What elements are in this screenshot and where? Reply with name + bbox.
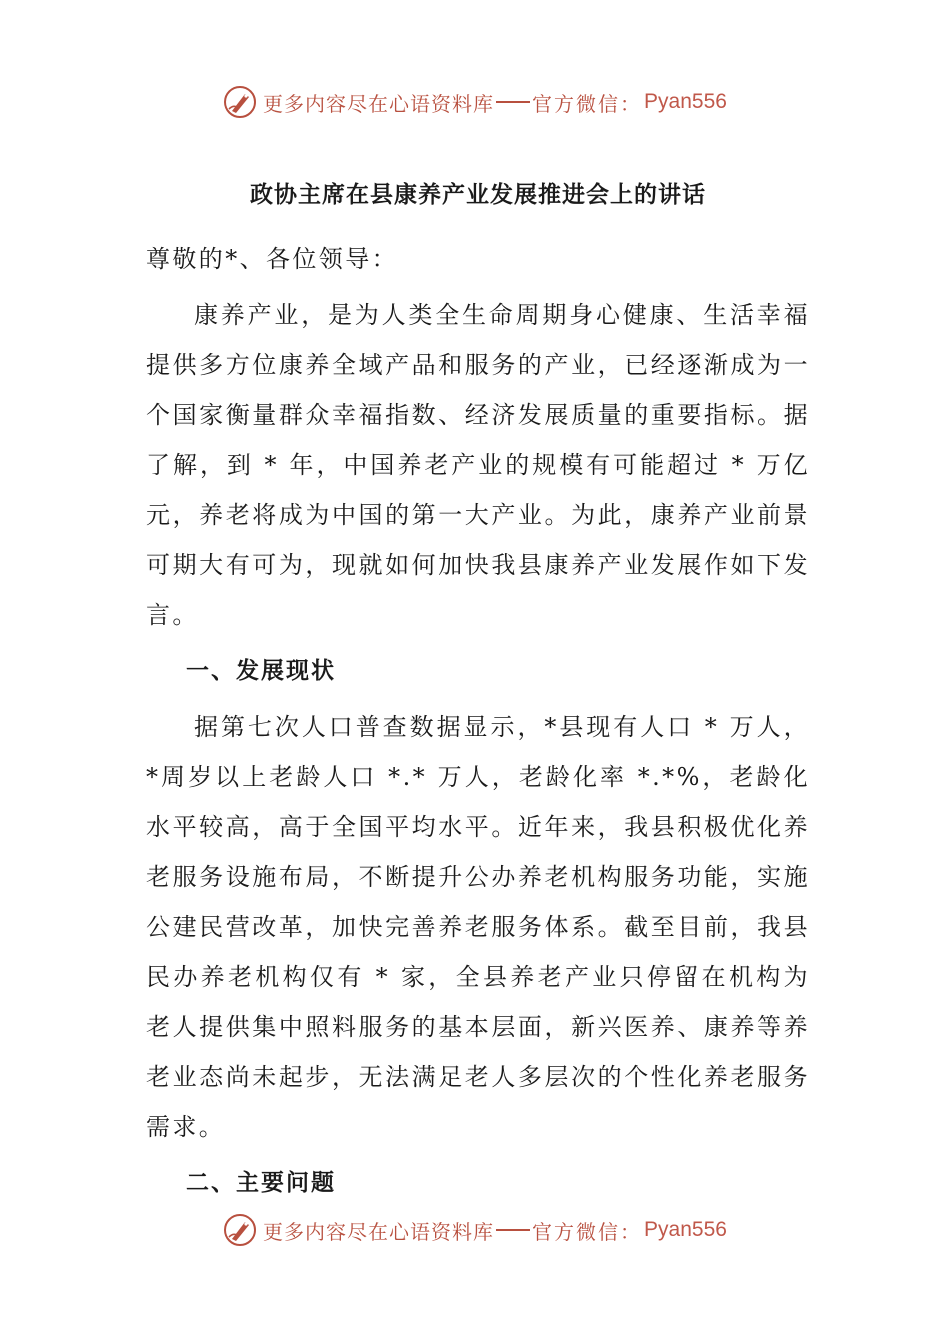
watermark-dash <box>496 101 530 103</box>
section-heading-2: 二、主要问题 <box>186 1170 336 1196</box>
watermark-wechat-handle: Pyan556 <box>644 1218 727 1241</box>
watermark-banner-top <box>0 80 950 124</box>
watermark-wechat-label: 官方微信： <box>532 1219 643 1244</box>
watermark-banner-bottom <box>0 1208 950 1252</box>
pen-nib-logo-icon <box>223 85 257 119</box>
watermark-wechat-handle: Pyan556 <box>644 90 727 113</box>
intro-paragraph: 康养产业，是为人类全生命周期身心健康、生活幸福提供多方位康养全域产品和服务的产业，已经逐渐成为一个国家衡量群众幸福指数、经济发展质量的重要指标。据了解，到 * 年，中国养老产业的规模有可能超过 * 万亿元，养老将成为中国的第一大产业。为此，康养产业前景可期大有可为，现就如何加快我县康养产业发展作如下发言。 <box>146 301 810 629</box>
document-title: 政协主席在县康养产业发展推进会上的讲话 <box>250 182 706 208</box>
watermark-brand-text: 更多内容尽在心语资料库 <box>263 1219 495 1244</box>
watermark-brand-text: 更多内容尽在心语资料库 <box>263 91 495 116</box>
section-1-paragraph: 据第七次人口普查数据显示，*县现有人口 * 万人，*周岁以上老龄人口 *.* 万人，老龄化率 *.*%，老龄化水平较高，高于全国平均水平。近年来，我县积极优化养老服务设施布局，不断提升公办养老机构服务功能，实施公建民营改革，加快完善养老服务体系。截至目前，我县民办养老机构仅有 * 家，全县养老产业只停留在机构为老人提供集中照料服务的基本层面，新兴医养、康养等养老业态尚未起步，无法满足老人多层次的个性化养老服务需求。 <box>146 713 810 1141</box>
watermark-wechat-label: 官方微信： <box>532 91 643 116</box>
section-heading-1: 一、发展现状 <box>186 658 336 684</box>
salutation: 尊敬的*、各位领导： <box>146 245 398 273</box>
document-body <box>146 170 810 1208</box>
watermark-dash <box>496 1229 530 1231</box>
pen-nib-logo-icon <box>223 1213 257 1247</box>
